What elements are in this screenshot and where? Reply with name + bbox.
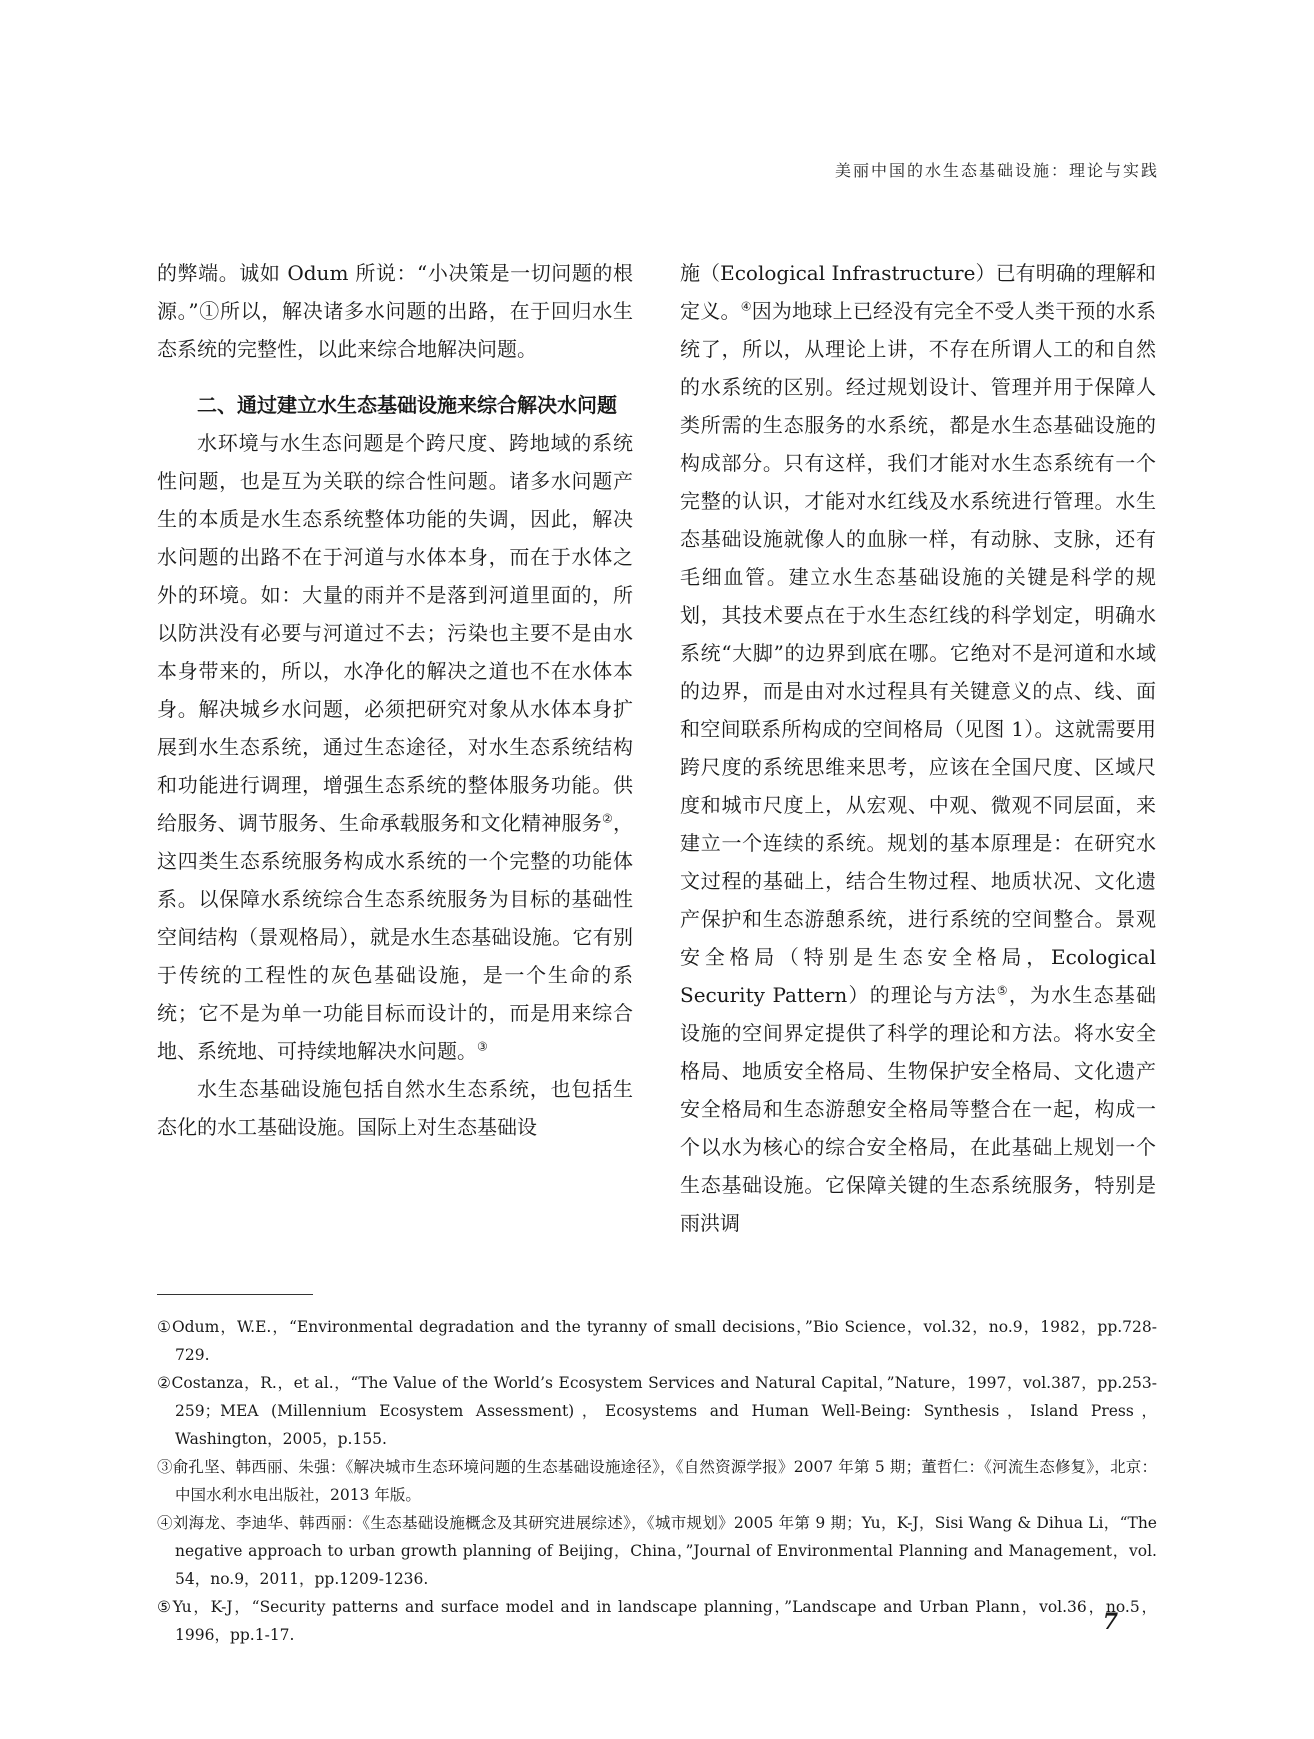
paragraph <box>157 424 633 1070</box>
footnote-marker[interactable]: ③ <box>477 1039 488 1054</box>
footnote: ①Odum，W.E.，“Environmental degradation and the tyranny of small decisions，”Bio Science，vol.32，no.9，1982，pp.728-729. <box>157 1318 1157 1364</box>
paragraph-text: 因为地球上已经没有完全不受人类干预的水系统了，所以，从理论上讲，不存在所谓人工的和自然的水系统的区别。经过规划设计、管理并用于保障人类所需的生态服务的水系统，都是水生态基础设施的构成部分。只有这样，我们才能对水生态系统有一个完整的认识，才能对水红线及水系统进行管理。水生态基础设施就像人的血脉一样，有动脉、支脉，还有毛细血管。建立水生态基础设施的关键是科学的规划，其技术要点在于水生态红线的科学划定，明确水系统“大脚”的边界到底在哪。它绝对不是河道和水域的边界，而是由对水过程具有关键意义的点、线、面和空间联系所构成的空间格局（见图 1）。这就需要用跨尺度的系统思维来思考，应该在全国尺度、区域尺度和城市尺度上，从宏观、中观、微观不同层面，来建立一个连续的系统。规划的基本原理是：在研究水文过程的基础上，结合生物过程、地质状况、文化遗产保护和生态游憩系统，进行系统的空间整合。景观安全格局（特别是生态安全格局，Ecological Security Pattern）的理论与方法 <box>680 299 1157 1007</box>
page-number: 7 <box>1102 1609 1118 1635</box>
running-header: 美丽中国的水生态基础设施：理论与实践 <box>834 161 1159 180</box>
footnote: ②Costanza，R.，et al.，“The Value of the World’s Ecosystem Services and Natural Capital，”Nature，1997，vol.387，pp.253-259；MEA (Millennium Ecosystem Assessment)，Ecosystems and Human Well-Being: Synthesis，Island Press，Washington，2005，p.155. <box>157 1374 1157 1448</box>
paragraph-text: ，这四类生态系统服务构成水系统的一个完整的功能体系。以保障水系统综合生态系统服务为目标的基础性空间结构（景观格局），就是水生态基础设施。它有别于传统的工程性的灰色基础设施，是一个生命的系统；它不是为单一功能目标而设计的，而是用来综合地、系统地、可持续地解决水问题。 <box>157 811 634 1063</box>
footnote-marker[interactable]: ④ <box>740 299 752 314</box>
right-column <box>680 254 1156 1242</box>
footnote: ⑤Yu，K-J，“Security patterns and surface model and in landscape planning，”Landscape and Urban Plann，vol.36，no.5，1996，pp.1-17. <box>157 1598 1157 1644</box>
footnote-marker[interactable]: ⑤ <box>996 983 1009 998</box>
footnote-marker[interactable]: ② <box>602 811 614 826</box>
footnote: ③俞孔坚、韩西丽、朱强：《解决城市生态环境问题的生态基础设施途径》，《自然资源学报》2007 年第 5 期；董哲仁：《河流生态修复》，北京：中国水利水电出版社，2013 年版。 <box>157 1458 1157 1504</box>
footnotes <box>157 1313 1157 1649</box>
footnote: ④刘海龙、李迪华、韩西丽：《生态基础设施概念及其研究进展综述》，《城市规划》2005 年第 9 期；Yu，K-J，Sisi Wang & Dihua Li，“The negative approach to urban growth planning of Beijing，China，”Journal of Environmental Planning and Management，vol. 54，no.9，2011，pp.1209-1236. <box>157 1514 1157 1588</box>
section-heading: 二、通过建立水生态基础设施来综合解决水问题 <box>197 393 617 417</box>
left-column <box>157 254 633 1146</box>
paragraph-text: 水环境与水生态问题是个跨尺度、跨地域的系统性问题，也是互为关联的综合性问题。诸多水问题产生的本质是水生态系统整体功能的失调，因此，解决水问题的出路不在于河道与水体本身，而在于水体之外的环境。如：大量的雨并不是落到河道里面的，所以防洪没有必要与河道过不去；污染也主要不是由水本身带来的，所以，水净化的解决之道也不在水体本身。解决城乡水问题，必须把研究对象从水体本身扩展到水生态系统，通过生态途径，对水生态系统结构和功能进行调理，增强生态系统的整体服务功能。供给服务、调节服务、生命承载服务和文化精神服务 <box>157 431 633 835</box>
paragraph <box>680 254 1156 1242</box>
paragraph-text: 施（Ecological Infrastructure）已有明确的理解和定义。 <box>680 261 1156 323</box>
paragraph-text: ，为水生态基础设施的空间界定提供了科学的理论和方法。将水安全格局、地质安全格局、生物保护安全格局、文化遗产安全格局和生态游憩安全格局等整合在一起，构成一个以水为核心的综合安全格局，在此基础上规划一个生态基础设施。它保障关键的生态系统服务，特别是雨洪调 <box>680 983 1156 1235</box>
footnote-divider <box>157 1294 313 1295</box>
paragraph: 水生态基础设施包括自然水生态系统，也包括生态化的水工基础设施。国际上对生态基础设 <box>157 1077 633 1139</box>
paragraph: 的弊端。诚如 Odum 所说：“小决策是一切问题的根源。”①所以，解决诸多水问题的出路，在于回归水生态系统的完整性，以此来综合地解决问题。 <box>157 261 633 361</box>
